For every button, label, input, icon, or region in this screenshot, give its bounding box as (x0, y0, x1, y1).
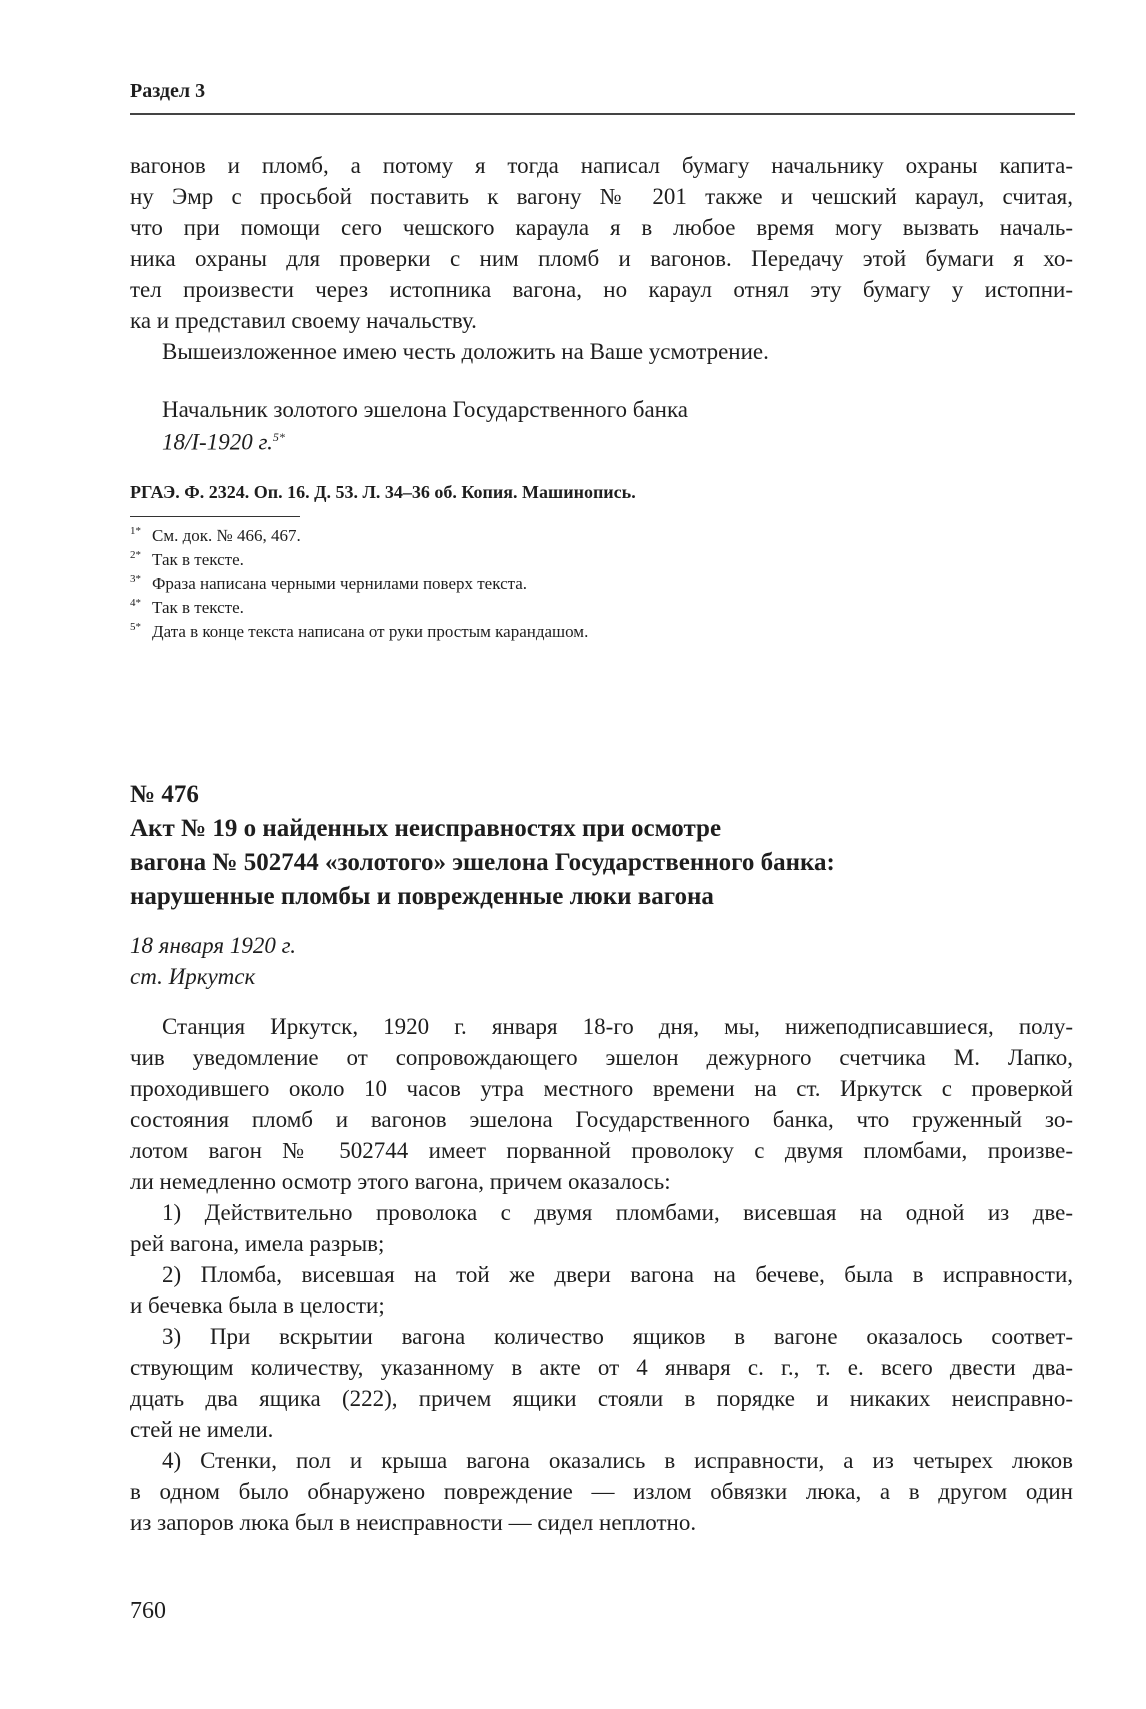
footnote: $^{2*}$ Так в тексте. (130, 549, 244, 569)
text-line: 2) Пломба, висевшая на той же двери вагона на бечеве, была в исправности, (162, 1262, 1073, 1287)
text-line: 3) При вскрытии вагона количество ящиков в вагоне оказалось соответ- (162, 1324, 1073, 1349)
text-line: чив уведомление от сопровождающего эшелон дежурного счетчика М. Лапко, (130, 1045, 1073, 1070)
text-line: ну Эмр с просьбой поставить к вагону № 201 также и чешский караул, считая, (130, 184, 1073, 209)
document-body (130, 1011, 1073, 1538)
text-line: 4) Стенки, пол и крыша вагона оказались в исправности, а из четырех люков (162, 1448, 1073, 1473)
text-line: Станция Иркутск, 1920 г. января 18-го дня, мы, нижеподписавшиеся, полу- (162, 1014, 1073, 1039)
signature-date (130, 422, 1073, 453)
document-number: № 476 (130, 781, 199, 808)
signature: Начальник золотого эшелона Государственного банка (162, 397, 688, 422)
document-date: 18 января 1920 г. (130, 933, 296, 958)
text-line: тел произвести через истопника вагона, но караул отнял эту бумагу у истопни- (130, 277, 1073, 302)
footnotes (130, 524, 1073, 644)
document-place: ст. Иркутск (130, 964, 256, 989)
text-line: ствующим количеству, указанному в акте от 4 января с. г., т. е. всего двести два- (130, 1355, 1073, 1380)
text-line: ка и представил своему начальству. (130, 308, 477, 333)
text-line: состояния пломб и вагонов эшелона Государственного банка, что груженный зо- (130, 1107, 1073, 1132)
running-header: Раздел 3 (130, 80, 206, 102)
document-title-line: нарушенные пломбы и поврежденные люки вагона (130, 883, 714, 910)
page-number: 760 (130, 1598, 166, 1624)
footnote: $^{3*}$ Фраза написана черными чернилами поверх текста. (130, 573, 528, 593)
text-line: ника охраны для проверки с ним пломб и вагонов. Передачу этой бумаги я хо- (130, 246, 1073, 271)
previous-document-text (130, 150, 1073, 367)
text-line: в одном было обнаружено повреждение — излом обвязки люка, а в другом один (130, 1479, 1073, 1504)
document-heading (130, 778, 1073, 914)
date-text: 18/I-1920 г. (162, 429, 273, 455)
text-line: и бечевка была в целости; (130, 1293, 385, 1318)
text-line: стей не имели. (130, 1417, 274, 1442)
text-line: рей вагона, имела разрыв; (130, 1231, 385, 1256)
text-line: проходившего около 10 часов утра местного времени на ст. Иркутск с проверкой (130, 1076, 1073, 1101)
text-line: лотом вагон № 502744 имеет порванной проволоку с двумя пломбами, произве- (130, 1138, 1073, 1163)
footnote: $^{5*}$ Дата в конце текста написана от руки простым карандашом. (130, 621, 589, 641)
footnote-rule (130, 516, 300, 517)
footnote: $^{4*}$ Так в тексте. (130, 597, 244, 617)
text-line: что при помощи сего чешского караула я в любое время могу вызвать началь- (130, 215, 1073, 240)
header-rule (130, 113, 1075, 115)
archive-source: РГАЭ. Ф. 2324. Оп. 16. Д. 53. Л. 34–36 об. Копия. Машинопись. (130, 482, 636, 502)
text-line: ли немедленно осмотр этого вагона, причем оказалось: (130, 1169, 671, 1194)
closing-line: Вышеизложенное имею честь доложить на Ваше усмотрение. (162, 339, 769, 364)
document-title-line: вагона № 502744 «золотого» эшелона Государственного банка: (130, 849, 835, 876)
text-line: вагонов и пломб, а потому я тогда написал бумагу начальнику охраны капита- (130, 153, 1073, 178)
footnote-ref: 5* (272, 430, 285, 444)
document-title-line: Акт № 19 о найденных неисправностях при осмотре (130, 815, 722, 842)
text-line: из запоров люка был в неисправности — сидел неплотно. (130, 1510, 697, 1535)
text-line: 1) Действительно проволока с двумя пломбами, висевшая на одной из две- (162, 1200, 1073, 1225)
text-line: дцать два ящика (222), причем ящики стояли в порядке и никаких неисправно- (130, 1386, 1073, 1411)
footnote: $^{1*}$ См. док. № 466, 467. (130, 525, 301, 545)
